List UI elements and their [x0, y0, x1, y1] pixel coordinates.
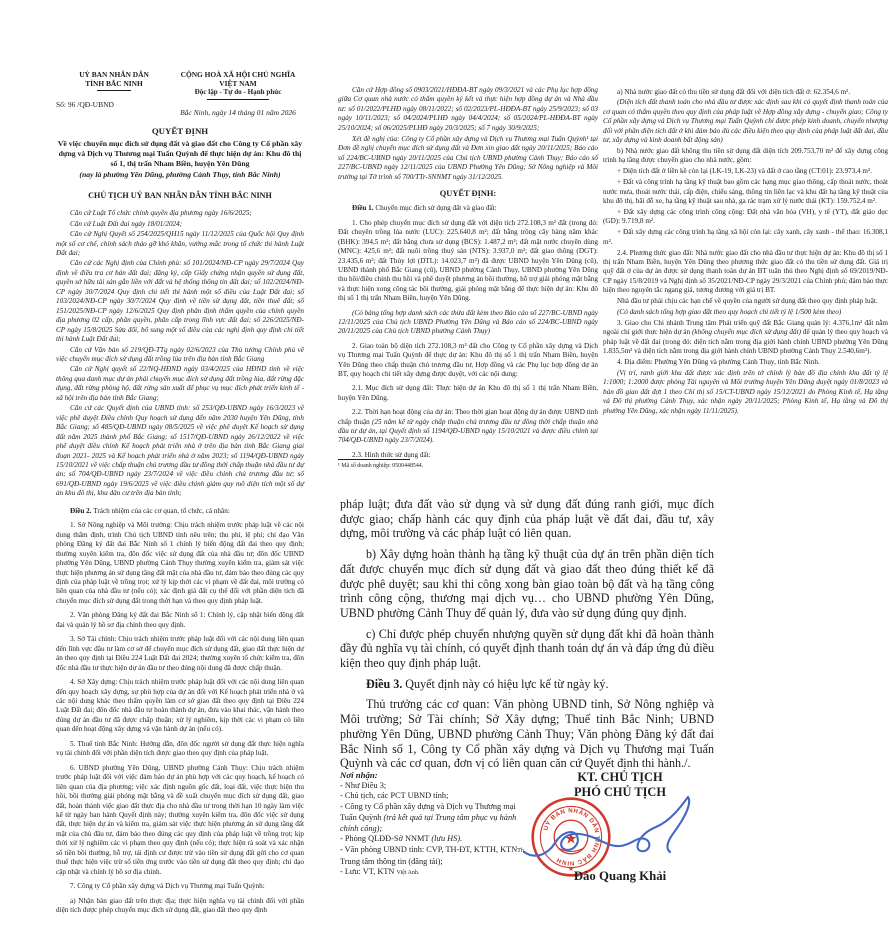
motto-underline: [207, 99, 269, 100]
recipient-line: - Lưu: VT, KTN Việt Anh.: [340, 867, 420, 877]
footnote-separator: [338, 459, 410, 460]
official-header: [56, 70, 304, 117]
recital-paragraph: Căn cứ Nghị Quyết số 254/2025/QH15 ngày 11/12/2025 của Quốc hội Quy định một số cơ chế, chính sách tháo gỡ khó khăn, vướng mắc trong tổ chức thi hành Luật Đất đai;: [56, 230, 304, 258]
body-paragraph: 3. Sở Tài chính: Chịu trách nhiệm trước pháp luật đối với các nội dung liên quan đến lĩnh vực đầu tư làm cơ sở để chuyển mục đích sử dụng đất, giao đất thực hiện dự án theo quy định tại Điều 224 Luật Đất đai 2024; thường xuyên tổ chức kiểm tra, đôn đốc nhà đầu tư thực hiện dự án đầu tư theo đúng nội dung đã được chấp thuận.: [56, 635, 304, 672]
recital-paragraph: Căn cứ Luật Đất đai ngày 18/01/2024;: [70, 219, 183, 228]
svg-text:★: ★: [568, 866, 574, 873]
issuer-name-line2: TỈNH BẮC NINH: [85, 79, 143, 88]
body-paragraph: 2.4. Phương thức giao đất: Nhà nước giao đất cho nhà đầu tư thực hiện dự án: Khu đô thị số 1 thị trấn Nham Biền, huyện Yên Dũng theo phương thức giao đất có thu tiền sử dụng đất. Giá trị quỹ đất ở của dự án được sử dụng thanh toán dự án BT tuân thủ theo Nghị định số 69/2019/NĐ-CP ngày 15/8/2019 và Nghị định số 35/2021/NĐ-CP ngày 29/3/2021 của Chính phủ; đảm bảo thực hiện theo nguyên tắc ngang giá, tương đương với giá trị BT.: [603, 248, 888, 295]
recipient-line: - Công ty Cổ phần xây dựng và Dịch vụ Thương mại Tuấn Quỳnh (trả kết quả tại Trung tâm phục vụ hành chính công);: [340, 802, 517, 833]
body-paragraph: Điều 3. Quyết định này có hiệu lực kể từ ngày ký.: [366, 676, 609, 691]
body-paragraph: 4. Địa điểm: Phường Yên Dũng và phường Cảnh Thụy, tỉnh Bắc Ninh.: [617, 357, 820, 366]
body-paragraph: + Đất xây dựng các công trình công cộng: Đất nhà văn hóa (VH), y tế (YT), đất giáo dục (GD): 9.719,8 m².: [603, 207, 888, 226]
recital-paragraph: Căn cứ Nghị quyết số 22/NQ-HĐND ngày 03/4/2025 của HĐND tỉnh về việc thông qua danh mục dự án phải chuyển mục đích sử dụng đất trồng lúa, đất rừng đặc dụng, đất rừng phòng hộ, đất rừng sản xuất để phục vụ mục đích phát triển kinh tế - xã hội trên địa bàn tỉnh Bắc Giang;: [56, 365, 304, 402]
page-3-right-column: [603, 86, 888, 416]
svg-text:UỶ BAN NHÂN DÂN TỈNH BẮC NINH: UỶ BAN NHÂN DÂN TỈNH BẮC NINH: [542, 807, 601, 867]
body-paragraph: (Có bảng tổng hợp danh sách các thửa đất kèm theo Báo cáo số 227/BC-UBND ngày 12/11/2025 của Chủ tịch UBND Phường Yên Dũng và Báo cáo số 224/BC-UBND ngày 20/11/2025 của Chủ tịch UBND phường Cảnh Thụy): [338, 308, 598, 336]
body-paragraph: + Diện tích đất ở liền kề còn lại (LK-19, LK-23) và đất ở cao tầng (CT:01): 23.973,4 m².: [617, 167, 872, 176]
signing-authority-line1: KT. CHỦ TỊCH: [577, 770, 663, 784]
final-provisions: [340, 497, 714, 771]
body-paragraph: Điều 1. Chuyển mục đích sử dụng đất và giao đất:: [352, 204, 497, 213]
article1-body-continued: [603, 88, 888, 416]
stamp-star-icon: ★: [564, 831, 578, 848]
recipient-line: - Phòng QLĐĐ-Sở NNMT (lưu HS).: [340, 834, 463, 844]
body-paragraph: c) Chỉ được phép chuyển nhượng quyền sử dụng đất khi đã hoàn thành đầy đủ nghĩa vụ tài chính, có quyết định thanh toán dự án và đáp ứng đủ điều kiện theo quy định pháp luật.: [340, 626, 714, 671]
body-paragraph: Thủ trưởng các cơ quan: Văn phòng UBND tỉnh, Sở Nông nghiệp và Môi trường; Sở Tài chính; Sở Xây dựng; Thuế tỉnh Bắc Ninh; UBND phường Yên Dũng, UBND phường Cảnh Thuy; Văn phòng Đăng ký đất đai Bắc Ninh số 1, Công ty Cổ phần xây dựng và Dịch vụ Thương mại Tuấn Quỳnh và các cơ quan, đơn vị có liên quan căn cứ Quyết định thi hành./.: [340, 697, 714, 771]
body-paragraph: a) Nhận bàn giao đất trên thực địa; thực hiện nghĩa vụ tài chính đối với phần diện tích được phép chuyển mục đích sử dụng đất, giao đất theo quy định: [56, 896, 304, 915]
document-subject-note: (nay là phường Yên Dũng, phường Cảnh Thụy, tỉnh Bắc Ninh): [79, 169, 281, 179]
issuing-authority: CHỦ TỊCH UỶ BAN NHÂN DÂN TỈNH BẮC NINH: [88, 190, 272, 200]
document-type-title: QUYẾT ĐỊNH: [151, 125, 209, 136]
body-paragraph: 2. Giao toàn bộ diện tích 272.108,3 m² đất cho Công ty Cổ phần xây dựng và Dịch vụ Thương mại Tuấn Quỳnh để thực dự án: Khu đô thị số 1 thị trấn Nham Biền, huyện Yên Dũng theo chấp thuận chủ trương đầu tư, Hợp đồng và các Phụ lục hợp đồng dự án BT, quy hoạch chi tiết xây dựng được duyệt, với các nội dung:: [338, 341, 598, 378]
body-paragraph: 2.1. Mục đích sử dụng đất: Thực hiện dự án Khu đô thị số 1 thị trấn Nham Biền, huyện Yên Dũng.: [338, 384, 598, 402]
body-paragraph: + Đất xây dựng các công trình hạ tầng xã hội còn lại: cây xanh, cây xanh - thể thao: 16.308,1 m².: [603, 228, 888, 246]
signer-name: Đào Quang Khải: [573, 869, 667, 883]
recipient-line: - Chủ tịch, các PCT UBND tỉnh;: [340, 791, 449, 801]
national-motto: Độc lập - Tự do - Hạnh phúc: [194, 88, 282, 96]
recitals-page1: [56, 209, 304, 499]
recital-paragraph: Căn cứ các Quyết định của UBND tỉnh: số 253/QĐ-UBND ngày 16/3/2023 về việc phê duyệt Điều chỉnh Quy hoạch sử dụng đến năm 2030 huyện Yên Dũng, tỉnh Bắc Giang; số 485/QĐ-UBND ngày 08/5/2025 về việc phê duyệt Kế hoạch sử dụng đất năm 2025 thành phố Bắc Giang; số 1517/QĐ-UBND ngày 26/12/2022 về việc phê duyệt điều chỉnh Kế hoạch phát triển nhà ở trên địa bàn tỉnh Bắc Giang giai đoạn 2021- 2025 và Kế hoạch phát triển nhà ở năm 2023; số 1194/QĐ-UBND ngày 15/10/2021 về việc chấp thuận chủ trương đầu tư đồng thời chấp thuận nhà đầu tư dự án; số 704/QĐ-UBND ngày 23/7/2024 về việc điều chỉnh chủ trương đầu tư; số 691/QĐ-UBND ngày 19/6/2025 về việc điều chỉnh giảm quy mô diện tích một số dự án khu đô thị, khu dân cư trên địa bàn tỉnh;: [56, 404, 304, 498]
signature-block: [500, 770, 740, 895]
body-paragraph: pháp luật; đưa đất vào sử dụng và sử dụng đất đúng ranh giới, mục đích được giao; chấp hành các quy định của pháp luật về đất đai, đầu tư, xây dựng, môi trường và các pháp luật có liên quan.: [340, 497, 714, 541]
handwritten-signature-icon: [518, 790, 708, 878]
body-paragraph: (Vị trí, ranh giới khu đất được xác định trên tờ chỉnh lý bản đồ địa chính khu đất tỷ lệ 1:1000; 1:2000 được phòng Tài nguyên và Môi trường huyện Yên Dũng duyệt ngày 01/8/2023 và bản đồ giao đất đợt 1 theo Chỉ thị số 15/CT-UBND ngày 15/12/2021 do Phòng Kinh tế, Hạ tầng và Đô thị phường Cảnh Thụy, xác nhận ngày 20/11/2025; Phòng Kinh tế, Hạ tầng và Đô thị phường Yên Dũng, xác nhận ngày 11/11/2025).: [603, 368, 888, 415]
document-subject: Về việc chuyển mục đích sử dụng đất và giao đất cho Công ty Cổ phần xây dựng và Dịch vụ Thương mại Tuấn Quỳnh để thực hiện dự án: Khu đô thị số 1, thị trấn Nham Biền, huyện Yên Dũng: [57, 138, 303, 169]
footnote-block: [338, 459, 598, 469]
issuer-underline: [97, 90, 131, 91]
recital-paragraph: Căn cứ Luật Tổ chức chính quyền địa phương ngày 16/6/2025;: [70, 209, 252, 218]
body-paragraph: + Đất và công trình hạ tầng kỹ thuật bao gồm các hạng mục giao thông, cấp thoát nước, thoát nước mưa, thoát nước thải, cấp điện, chiếu sáng, thông tin liên lạc và khu đất hạ tầng kỹ thuật của khu đô thị, bãi đỗ xe, hạ tầng kỹ thuật sau nhà, ga rác trạm xử lý nước thải (KT): 159.752,4 m².: [603, 178, 888, 205]
issuer-block: [56, 70, 172, 117]
signing-authority-line2: PHÓ CHỦ TỊCH: [573, 784, 667, 799]
recipient-line: - Văn phòng UBND tỉnh: CVP, TH-ĐT, KTTH, KTNTh, Trung tâm thông tin (đăng tải);: [340, 844, 526, 866]
body-paragraph: Nhà đầu tư phải chịu các hạn chế về quyền của người sử dụng đất theo quy định pháp luật.: [617, 297, 878, 306]
recital-paragraph: Xét đề nghị của: Công ty Cổ phần xây dựng và Dịch vụ Thương mại Tuấn Quỳnh¹ tại Đơn đề nghị chuyển mục đích sử dụng đất và Đơn xin giao đất ngày 20/11/2025; Báo cáo số 224/BC-UBND ngày 20/11/2025 của Chủ tịch UBND phường Cảnh Thụy; Báo cáo số 227/BC-UBND ngày 12/11/2025 của UBND Phường Yên Dũng; Sở Nông nghiệp và Môi trường tại Tờ trình số 700/TTr-SNNMT ngày 31/12/2025.: [338, 135, 598, 181]
page-1-left-column: [56, 70, 304, 915]
recital-paragraph: Căn cứ Văn bản số 219/QĐ-TTg ngày 02/6/2023 của Thủ tướng Chính phủ về việc chuyển mục đích sử dụng đất trồng lúa trên địa bàn tỉnh Bắc Giang: [56, 345, 304, 364]
recipients-label: Nơi nhận:: [340, 770, 378, 780]
body-paragraph: Điều 2. Trách nhiệm của các cơ quan, tổ chức, cá nhân:: [70, 506, 230, 515]
body-paragraph: a) Nhà nước giao đất có thu tiền sử dụng đất đối với diện tích đất ở: 62.354,6 m².: [617, 87, 851, 96]
body-paragraph: b) Nhà nước giao đất không thu tiền sử dụng đất diện tích 209.753,70 m² để xây dựng công trình hạ tầng được chuyển giao cho nhà nước, gồm:: [603, 146, 888, 165]
body-paragraph: 1. Sở Nông nghiệp và Môi trường: Chịu trách nhiệm trước pháp luật về các nội dung thẩm định, trình Chủ tịch UBND tỉnh nêu trên; thu phí, lệ phí; chỉ đạo Văn phòng Đăng ký đất đai Bắc Ninh số 1 chỉnh lý biến động đất đai theo quy định; thường xuyên kiểm tra, đôn đốc việc sử dụng đất của nhà đầu tư; đôn đốc UBND phường Yên Dũng, UBND phường Cảnh Thụy thường xuyên kiểm tra, giám sát việc thực hiện phương án sử dụng tầng đất mặt của nhà đầu tư, đảm bảo theo đúng các quy định của pháp luật về trồng trọt; xử lý kịp thời các vi phạm về đất đai, môi trường có liên quan của nhà đầu tư (nếu có); xác định giá đất cụ thể đối với phần diện tích đã chuyển mục đích sử dụng đất trong thời hạn và theo quy định pháp luật.: [56, 521, 304, 605]
body-paragraph: 6. UBND phường Yên Dũng, UBND phường Cảnh Thụy: Chịu trách nhiệm trước pháp luật đối với việc đảm bảo dự án phù hợp với các quy hoạch, kế hoạch có liên quan của địa phương; việc xác định nguồn gốc đất, loại đất, việc thực hiện thu hồi, bồi thường giải phóng mặt bằng và đề xuất chuyển mục đích sử dụng đất, giao đất, hoàn thành việc giao đất thực địa cho nhà đầu tư trong thời hạn 10 ngày làm việc kể từ ngày ban hành Quyết định này; thường xuyên kiểm tra, đôn đốc việc sử dụng đất, thực hiện dự án và kiểm tra, giám sát việc thực hiện phương án sử dụng tầng đất mặt của chủ đầu tư, đảm bảo theo đúng các quy định của pháp luật về trồng trọt; kịp thời xử lý nghiêm các vi phạm theo quy định (nếu có); thực hiện rà soát và xác nhận số tiền bồi thường, hỗ trợ, tái định cư được trừ vào tiền sử dụng đất gửi cho cơ quan thuế thực hiện việc trừ số tiền ứng trước vào tiền sử dụng đất theo quy định; chỉ đạo cập nhật và chỉnh lý hồ sơ địa chính.: [56, 763, 304, 876]
recipient-line: - Như Điều 3;: [340, 780, 387, 790]
national-header-block: [172, 70, 304, 117]
article2-body: [56, 507, 304, 916]
recital-paragraph: Căn cứ các Nghị định của Chính phủ: số 101/2024/NĐ-CP ngày 29/7/2024 Quy định về điều tra cơ bản đất đai; đăng ký, cấp Giấy chứng nhận quyền sử dụng đất, quyền sở hữu tài sản gắn liền với đất và hệ thống thông tin đất đai; số 102/2024/NĐ-CP ngày 30/7/2024 Quy định chi tiết thi hành một số điều của Luật Đất đai; số 103/2024/NĐ-CP ngày 30/7/2024 Quy định về tiền sử dụng đất, tiền thuê đất; số 151/2025/NĐ-CP ngày 12/6/2025 Quy định phân định thẩm quyền của chính quyền địa phương 02 cấp, phân quyền, phân cấp trong lĩnh vực đất đai; số 226/2025/NĐ-CP ngày 15/8/2025 Sửa đổi, bổ sung một số điều của các nghị định quy định chi tiết thi hành Luật Đất đai;: [56, 259, 304, 344]
document-number: Số: 96 /QĐ-UBND: [56, 99, 114, 109]
article1-body: [338, 204, 598, 460]
page-4-final-page: [340, 497, 714, 771]
decision-heading: QUYẾT ĐỊNH:: [439, 189, 497, 199]
footnote-text: ¹ Mã số doanh nghiệp: 0500448544.: [338, 462, 424, 469]
body-paragraph: 2. Văn phòng Đăng ký đất đai Bắc Ninh số 1: Chỉnh lý, cập nhật biến động đất đai và quản lý hồ sơ địa chính theo quy định.: [56, 611, 304, 629]
body-paragraph: 2.3. Hình thức sử dụng đất:: [352, 450, 431, 459]
body-paragraph: 2.2. Thời hạn hoạt động của dự án: Theo thời gian hoạt động dự án được UBND tỉnh chấp thuận (25 năm kể từ ngày chấp thuận chủ trương đầu tư đồng thời chấp thuận nhà đầu tư dự án, tại Quyết định số 1194/QĐ-UBND ngày 15/10/2021 và được điều chỉnh tại 704/QĐ-UBND ngày 23/7/2024).: [338, 408, 598, 445]
body-paragraph: (Có danh sách tổng hợp giao đất theo quy hoạch chi tiết tỷ lệ 1/500 kèm theo): [617, 307, 842, 316]
title-block: [56, 126, 304, 180]
body-paragraph: 7. Công ty Cổ phần xây dựng và Dịch vụ Thương mại Tuấn Quỳnh:: [70, 882, 265, 891]
body-paragraph: 3. Giao cho Chi nhánh Trung tâm Phát triển quỹ đất Bắc Giang quản lý: 4.376,1m² đất nằm ngoài chỉ giới thực hiện dự án (không chuyển mục đích sử dụng đất) để quản lý theo quy hoạch và pháp luật về đất đai (trong đó: diện tích nằm trong địa giới hành chính UBND phường Yên Dũng 1.835,5m² và diện tích nằm trong địa giới hành chính UBND phường Cảnh Thụy 2.540,6m²).: [603, 318, 888, 356]
body-paragraph: 1. Cho phép chuyển mục đích sử dụng đất với diện tích 272.108,3 m² đất (trong đó: Đất chuyên trồng lúa nước (LUC): 225.640,8 m²; đất bằng trồng cây hàng năm khác (BHK): 394,5 m²; đất bằng chưa sử dụng (BCS): 1.487,2 m²; đất mặt nước chuyên dùng (MNC): 425,6 m²; đất nuôi trồng thuỷ sản (NTS): 3.937,0 m²; đất giao thông (DGT): 23.435,6 m²; đất Thủy lợi (DTL): 14.023,7 m²) đã được UBND huyện Yên Dũng (cũ), UBND thành phố Bắc Giang (cũ), UBND phường Cảnh Thụy, UBND phường Yên Dũng thu hồi/điều chỉnh thu hồi và phê duyệt phương án bồi thường, hỗ trợ giải phóng mặt bằng và thực hiện xong công tác bồi thường, giải phóng mặt bằng để thực hiện dự án: Khu đô thị số 1 thị trấn Nham Biền, huyện Yên Dũng.: [338, 218, 598, 303]
body-paragraph: (Diện tích đất thanh toán cho nhà đầu tư được xác định sau khi có quyết định thanh toán của cơ quan có thẩm quyền theo quy định của pháp luật về Hợp đồng xây dựng - chuyển giao; Công ty Cổ phần xây dựng và Dịch vụ Thương mại Tuấn Quỳnh chỉ được phép kinh doanh, chuyển nhượng đối với phần diện tích đất ở khi đảm bảo đủ các điều kiện theo quy định của pháp luật đất đai, đầu tư, xây dựng và kinh doanh bất động sản): [603, 98, 888, 145]
body-paragraph: 4. Sở Xây dựng: Chịu trách nhiệm trước pháp luật đối với các nội dung liên quan đến quy hoạch xây dựng, sự phù hợp của dự án đối với Kế hoạch phát triển nhà ở và các nội dung khác theo thẩm quyền làm cơ sở giao đất theo quy định tại Điều 224 Luật Đất đai; đôn đốc nhà đầu tư hoàn thành dự án, đưa vào khai thác, vận hành theo đúng dự án đầu tư đã được chấp thuận; xử lý nghiêm, kịp thời các vi phạm có liên quan đến hoạt động xây dựng và vận hành dự án (nếu có).: [56, 678, 304, 734]
place-and-date: Bắc Ninh, ngày 14 tháng 01 năm 2026: [180, 107, 296, 117]
issuer-name-line1: UỶ BAN NHÂN DÂN: [79, 70, 149, 79]
recital-paragraph: Căn cứ Hợp đồng số 0903/2021/HĐĐA-BT ngày 09/3/2021 và các Phụ lục hợp đồng giữa Cơ quan nhà nước có thẩm quyền ký kết và thực hiện hợp đồng dự án và Nhà đầu tư: số 01/2022/PLHĐ ngày 08/11/2022; số 02/2023/PL-HĐĐA-BT ngày 25/9/2023; số 03 ngày 10/11/2023; số 04/2024/PLHĐ ngày 04/4/2024; số 05/2024/PL-HĐĐA-BT ngày 25/10/2024; số 06/2025/PLHĐ ngày 20/3/2025; số 7 ngày 30/9/2025;: [338, 86, 598, 132]
body-paragraph: b) Xây dựng hoàn thành hạ tầng kỹ thuật của dự án trên phần diện tích đất được chuyển mục đích sử dụng đất và giao đất theo đúng thiết kế đã được phê duyệt; sau khi thi công xong bàn giao toàn bộ đất và hạ tầng công trình công cộng, thương mại dịch vụ… cho UBND phường Yên Dũng, UBND phường Cảnh Thuy để quản lý, đưa vào sử dụng đúng quy định.: [340, 547, 714, 620]
recitals-page2: [338, 86, 598, 182]
national-header: CỘNG HOÀ XÃ HỘI CHỦ NGHĨA VIỆT NAM: [180, 70, 296, 88]
body-paragraph: 5. Thuế tỉnh Bắc Ninh: Hướng dẫn, đôn đốc người sử dụng đất thực hiện nghĩa vụ tài chính đối với phần diện tích được giao theo quy định của pháp luật.: [56, 739, 304, 758]
page-2-middle-column: [338, 84, 598, 460]
